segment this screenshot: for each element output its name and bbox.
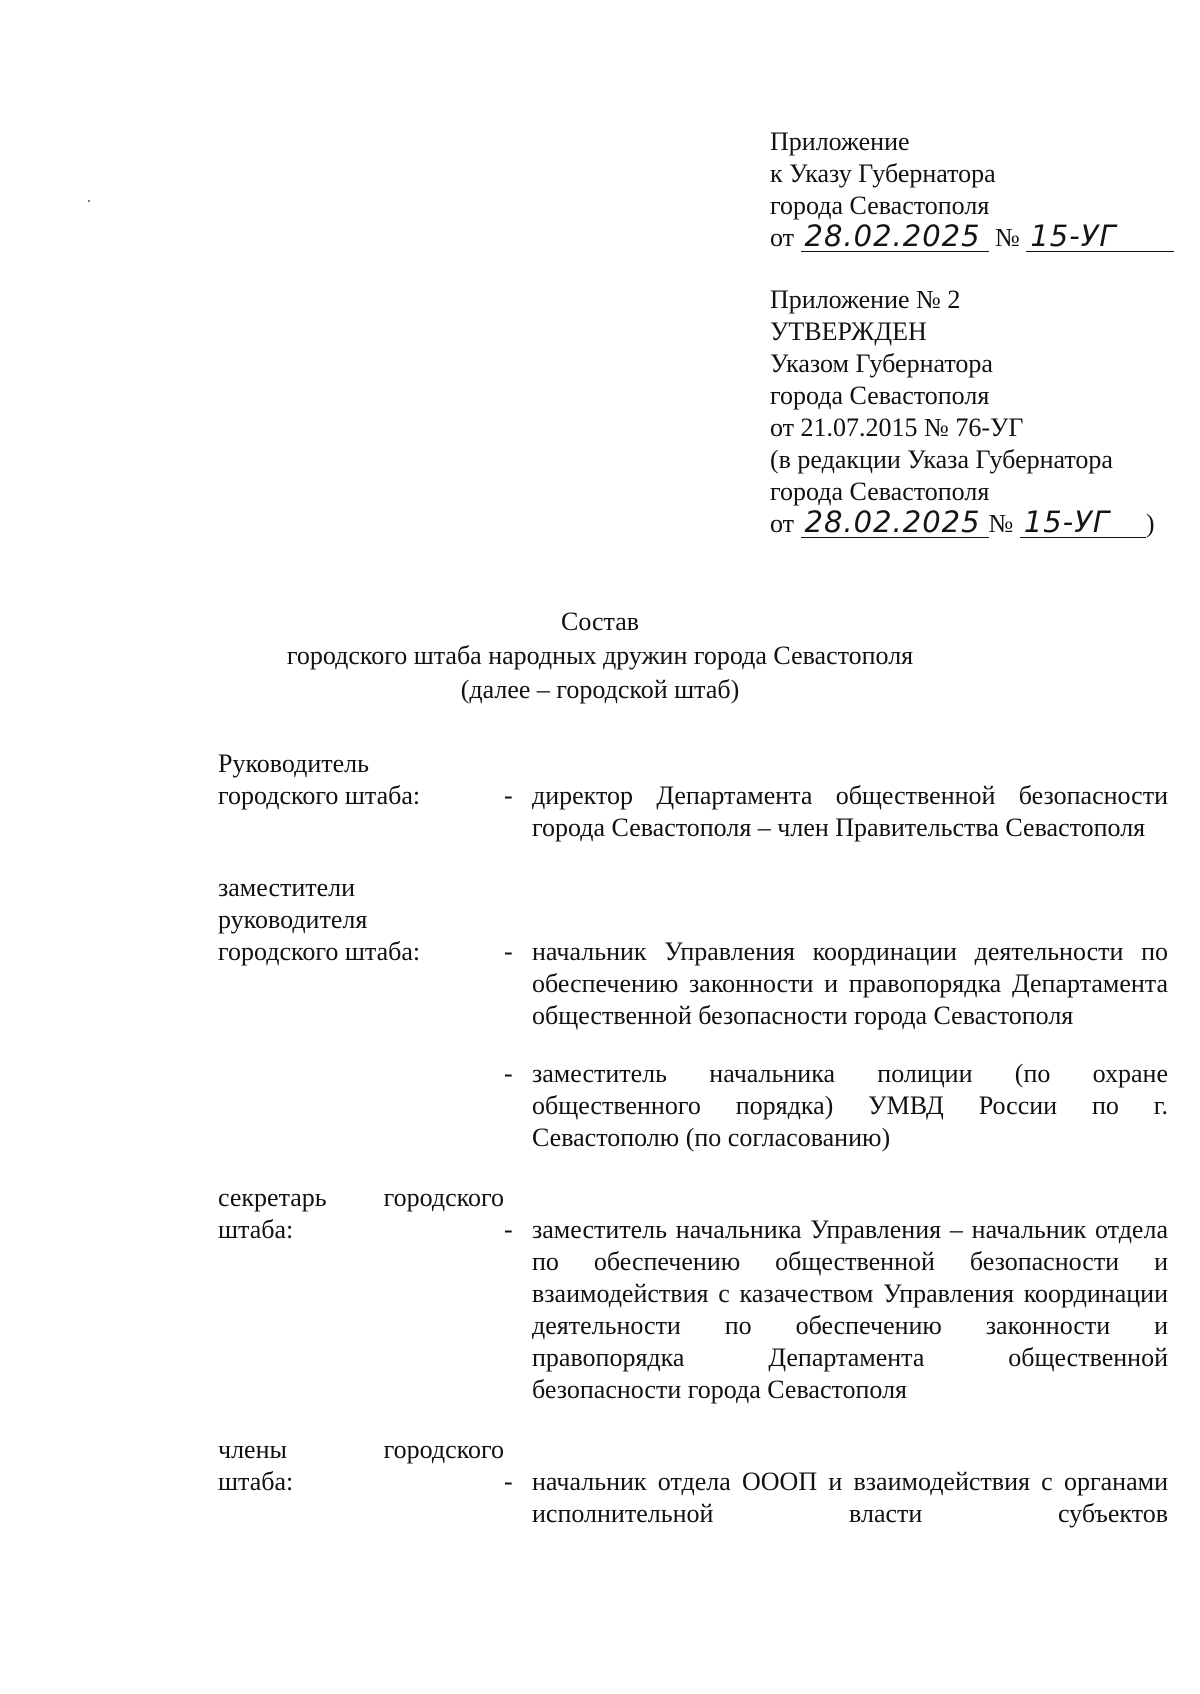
edition-handwritten-date: 28.02.2025 [801, 508, 989, 538]
approved-city: города Севастополя [770, 381, 990, 410]
role-item: - заместитель начальника Управления – начальник отдела по обеспечению общественной безопасности и взаимодействия с казачеством Управления координации деятельности по обеспечению законности и правопорядка Департамента общественной безопасности города Севастополя [504, 1214, 1168, 1406]
original-decree: от 21.07.2015 № 76-УГ [770, 413, 1024, 442]
scan-speck [88, 200, 90, 202]
role-label-line: руководителя [218, 905, 368, 934]
role-label-word: городского [383, 1183, 504, 1212]
appendix-date-number-line [770, 219, 1190, 254]
role-item: - директор Департамента общественной безопасности города Севастополя – член Правительства Севастополя [504, 780, 1168, 844]
title-line-1: Состав [560, 607, 640, 636]
edition-handwritten-number: 15-УГ [1020, 508, 1146, 538]
approved-by: Указом Губернатора [770, 349, 993, 378]
role-item: - начальник Управления координации деятельности по обеспечению законности и правопорядка Департамента общественной безопасности города Севастополя [504, 936, 1168, 1032]
appendix-label: Приложение [770, 127, 910, 156]
role-label-line: городского штаба: [218, 937, 421, 966]
role-head [218, 748, 1168, 844]
role-item: - заместитель начальника полиции (по охране общественного порядка) УМВД России по г. Севастополю (по согласованию) [504, 1058, 1168, 1154]
role-label [218, 748, 504, 844]
role-items [504, 872, 1168, 1154]
title-line-2: городского штаба народных дружин города Севастополя [286, 641, 914, 670]
role-label [218, 1434, 504, 1530]
edition-date-number-line [770, 505, 1190, 540]
edition-number-sign: № [988, 509, 1014, 538]
role-label-line: Руководитель [218, 749, 369, 778]
staff-composition [218, 748, 1168, 1558]
role-label [218, 1182, 504, 1406]
handwritten-date: 28.02.2025 [801, 222, 989, 252]
role-items [504, 1182, 1168, 1406]
appendix-decree-ref: к Указу Губернатора [770, 159, 996, 188]
role-label-line: штаба: [218, 1215, 294, 1244]
role-label-line [218, 1434, 504, 1466]
role-items [504, 748, 1168, 844]
role-deputies [218, 872, 1168, 1154]
document-title [0, 605, 1200, 707]
role-label [218, 872, 504, 1154]
approved-label: УТВЕРЖДЕН [770, 317, 927, 346]
role-label-line [218, 1182, 504, 1214]
from-prefix: от [770, 223, 795, 252]
edition-city: города Севастополя [770, 477, 990, 506]
appendix2-label: Приложение № 2 [770, 285, 961, 314]
edition-note: (в редакции Указа Губернатора [770, 445, 1113, 474]
role-label-word: городского [383, 1435, 504, 1464]
role-label-line: городского штаба: [218, 781, 421, 810]
role-label-word: секретарь [218, 1183, 327, 1212]
edition-close-paren: ) [1145, 509, 1155, 538]
appendix-header [770, 126, 1190, 540]
role-secretary [218, 1182, 1168, 1406]
role-label-line: заместители [218, 873, 356, 902]
handwritten-number: 15-УГ [1026, 222, 1174, 252]
role-label-word: члены [218, 1435, 287, 1464]
role-members [218, 1434, 1168, 1530]
number-sign: № [995, 223, 1020, 252]
edition-from-prefix: от [770, 509, 795, 538]
role-label-line: штаба: [218, 1467, 294, 1496]
title-line-3: (далее – городской штаб) [460, 675, 740, 704]
appendix-city: города Севастополя [770, 191, 990, 220]
role-items [504, 1434, 1168, 1530]
role-item: - начальник отдела ОООП и взаимодействия с органами исполнительной власти субъектов [504, 1466, 1168, 1530]
